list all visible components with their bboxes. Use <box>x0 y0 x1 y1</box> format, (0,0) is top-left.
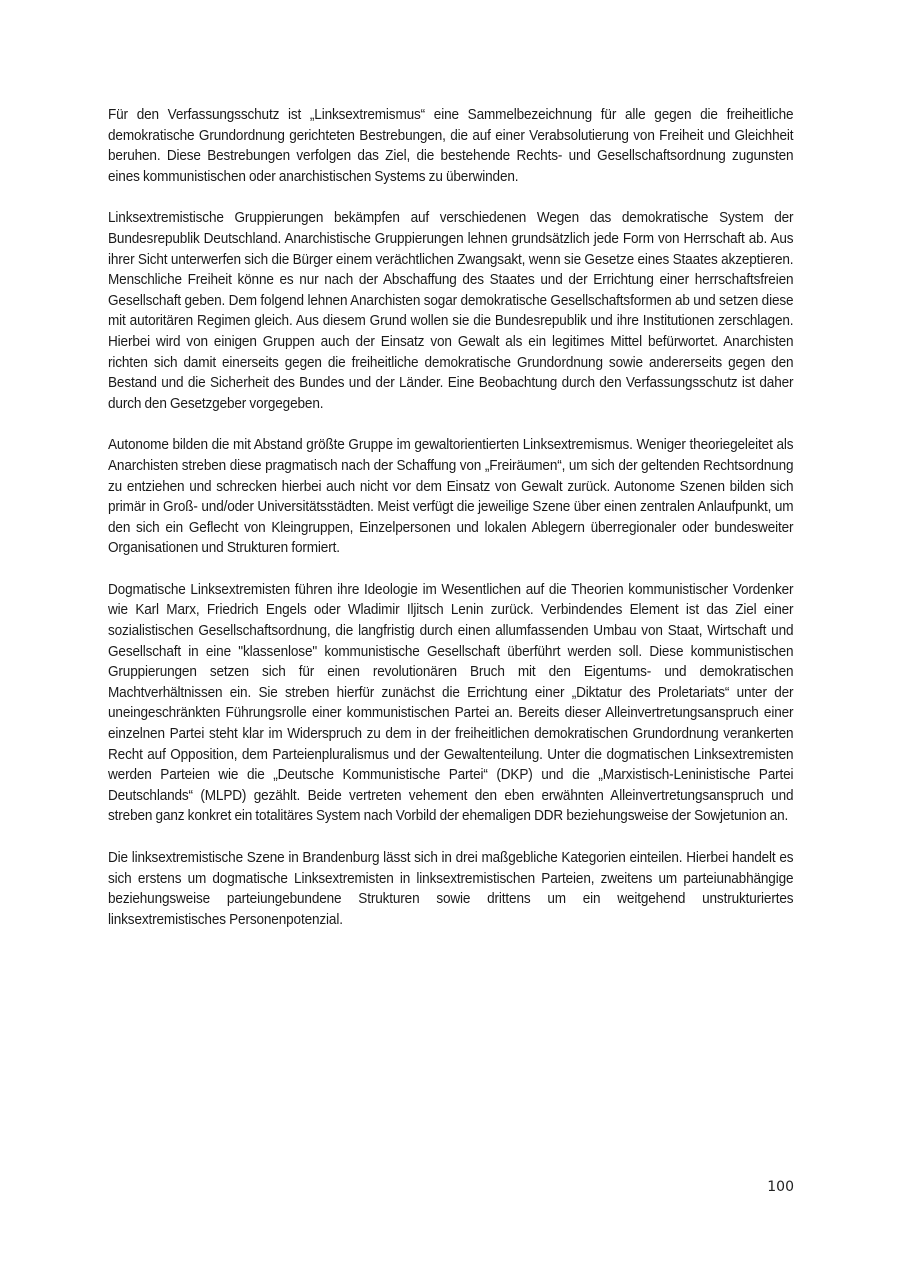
page-number: 100 <box>767 1179 794 1195</box>
paragraph-dogmatische-linksextremisten: Dogmatische Linksextremisten führen ihre Ideologie im Wesentlichen auf die Theorien kommunistischer Vordenker wie Karl Marx, Friedrich Engels oder Wladimir Iljitsch Lenin zurück. Verbindendes Element ist das Ziel einer sozialistischen Gesellschaftsordnung, die langfristig durch einen allumfassenden Umbau von Staat, Wirtschaft und Gesellschaft in eine "klassenlose" kommunistische Gesellschaft überführt werden soll. Diese kommunistischen Gruppierungen setzen sich für einen revolutionären Bruch mit den Eigentums- und demokratischen Machtverhältnissen ein. Sie streben hierfür zunächst die Errichtung einer „Diktatur des Proletariats“ unter der uneingeschränkten Führungsrolle einer kommunistischen Partei an. Bereits dieser Alleinvertretungsanspruch einer einzelnen Partei steht klar im Widerspruch zu dem in der freiheitlichen demokratischen Grundordnung verankerten Recht auf Opposition, dem Parteienpluralismus und der Gewaltenteilung. Unter die dogmatischen Linksextremisten werden Parteien wie die „Deutsche Kommunistische Partei“ (DKP) und die „Marxistisch-Leninistische Partei Deutschlands“ (MLPD) gezählt. Beide vertreten vehement den eben erwähnten Alleinvertretungsanspruch und streben ganz konkret ein totalitäres System nach Vorbild der ehemaligen DDR beziehungsweise der Sowjetunion an. <box>108 581 794 825</box>
paragraph-anarchistische-gruppierungen: Linksextremistische Gruppierungen bekämpfen auf verschiedenen Wegen das demokratische System der Bundesrepublik Deutschland. Anarchistische Gruppierungen lehnen grundsätzlich jede Form von Herrschaft ab. Aus ihrer Sicht unterwerfen sich die Bürger einem verächtlichen Zwangsakt, wenn sie Gesetze eines Staates akzeptieren. Menschliche Freiheit könne es nur nach der Abschaffung des Staates und der Errichtung einer herrschaftsfreien Gesellschaft geben. Dem folgend lehnen Anarchisten sogar demokratische Gesellschaftsformen ab und setzen diese mit autoritären Regimen gleich. Aus diesem Grund wollen sie die Bundesrepublik und ihre Institutionen zerschlagen. Hierbei wird von einigen Gruppen auch der Einsatz von Gewalt als ein legitimes Mittel befürwortet. Anarchisten richten sich damit einerseits gegen die freiheitliche demokratische Grundordnung sowie andererseits gegen den Bestand und die Sicherheit des Bundes und der Länder. Eine Beobachtung durch den Verfassungsschutz ist daher durch den Gesetzgeber vorgegeben. <box>108 210 794 412</box>
paragraph-szene-brandenburg: Die linksextremistische Szene in Brandenburg lässt sich in drei maßgebliche Kategorien einteilen. Hierbei handelt es sich erstens um dogmatische Linksextremisten in linksextremistischen Parteien, zweitens um parteiunabhängige beziehungsweise parteiungebundene Strukturen sowie drittens um ein weitgehend unstrukturiertes linksextremistisches Personenpotenzial. <box>108 850 794 928</box>
paragraph-verfassungsschutz-definition: Für den Verfassungsschutz ist „Linksextremismus“ eine Sammelbezeichnung für alle gegen die freiheitliche demokratische Grundordnung gerichteten Bestrebungen, die auf einer Verabsolutierung von Freiheit und Gleichheit beruhen. Diese Bestrebungen verfolgen das Ziel, die bestehende Rechts- und Gesellschaftsordnung zugunsten eines kommunistischen oder anarchistischen Systems zu überwinden. <box>108 107 794 185</box>
paragraph-autonome: Autonome bilden die mit Abstand größte Gruppe im gewaltorientierten Linksextremismus. Weniger theoriegeleitet als Anarchisten streben diese pragmatisch nach der Schaffung von „Freiräumen“, um sich der geltenden Rechtsordnung zu entziehen und schrecken hierbei auch nicht vor dem Einsatz von Gewalt zurück. Autonome Szenen bilden sich primär in Groß- und/oder Universitätsstädten. Meist verfügt die jeweilige Szene über einen zentralen Anlaufpunkt, um den sich ein Geflecht von Kleingruppen, Einzelpersonen und lokalen Ablegern überregionaler oder bundesweiter Organisationen und Strukturen formiert. <box>108 437 794 557</box>
body-text <box>108 105 794 951</box>
